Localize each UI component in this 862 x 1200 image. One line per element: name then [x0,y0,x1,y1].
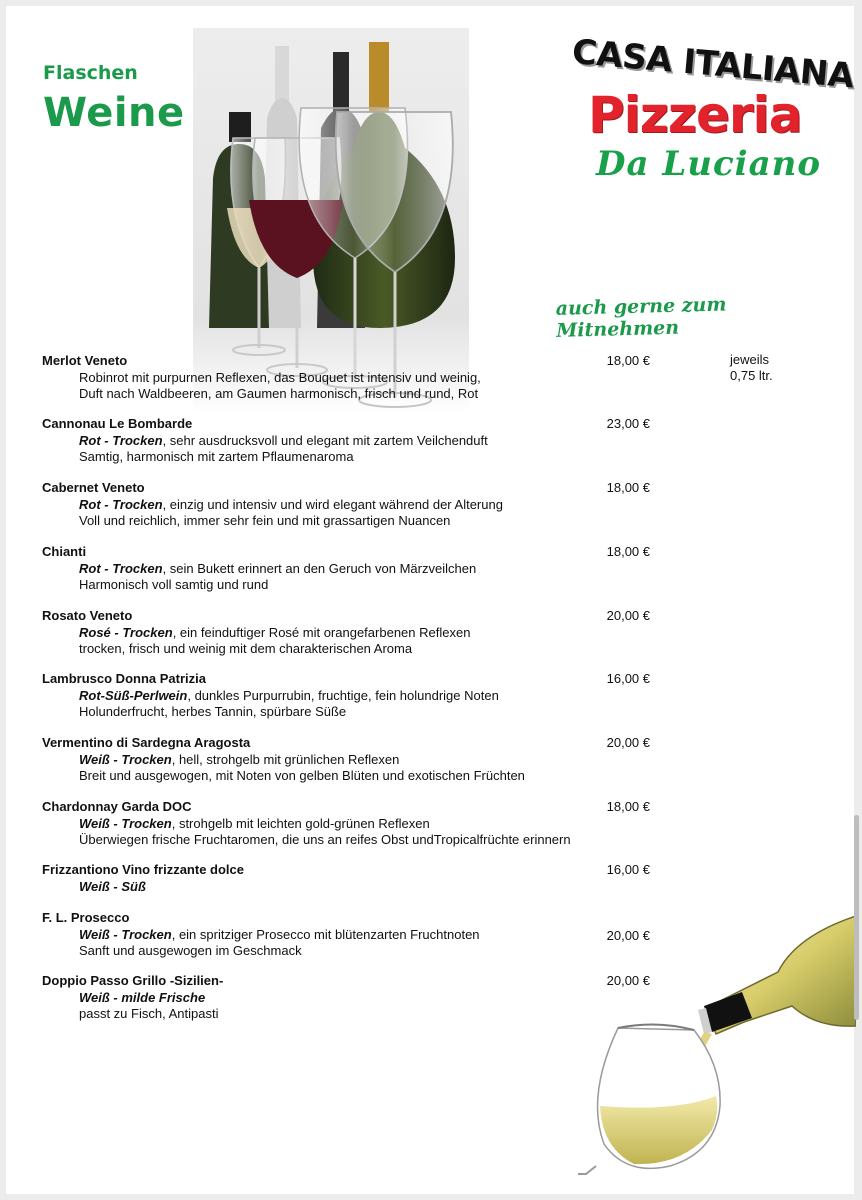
wine-price: 18,00 € [606,799,650,814]
wine-description: , strohgelb mit leichten gold-grünen Reflexen [171,816,430,831]
wine-style: Rot - Trocken [79,561,163,576]
wine-description: , hell, strohgelb mit grünlichen Reflexen [171,752,400,767]
wine-style: Rot - Trocken [79,433,163,448]
wine-style: Weiß - Trocken [79,752,172,767]
wine-price: 18,00 € [606,480,650,495]
wine-description: , sein Bukett erinnert an den Geruch von Märzveilchen [162,561,477,576]
wine-description: , einzig und intensiv und wird elegant während der Alterung [162,497,503,512]
wine-item [42,861,662,895]
wine-description-line-2: Samtig, harmonisch mit zartem Pflaumenaroma [79,449,354,464]
wine-item [42,734,662,784]
wine-item [42,798,662,848]
wine-price: 20,00 € [606,608,650,623]
wine-name: Cannonau Le Bombarde [42,416,193,431]
wine-description-line-2: Breit und ausgewogen, mit Noten von gelben Blüten und exotischen Früchten [79,768,525,783]
wine-item [42,543,662,593]
wine-item [42,670,662,720]
wine-description-line-2: Voll und reichlich, immer sehr fein und mit grassartigen Nuancen [79,513,451,528]
wine-description-line-2: Holunderfrucht, herbes Tannin, spürbare Süße [79,704,347,719]
wine-name: Merlot Veneto [42,353,128,368]
wine-description-line-1 [42,433,662,449]
wine-name: Frizzantiono Vino frizzante dolce [42,862,244,877]
wine-description-line-2: Duft nach Waldbeeren, am Gaumen harmonisch, frisch und rund, Rot [79,386,479,401]
takeaway-note: auch gerne zum Mitnehmen [555,293,727,342]
logo-da-luciano: Da Luciano [596,144,822,184]
wine-description-line-2: passt zu Fisch, Antipasti [79,1006,219,1021]
wine-style: Weiß - Trocken [79,816,172,831]
wine-price: 18,00 € [606,353,650,368]
pouring-wine-illustration [566,916,856,1176]
wine-description: , dunkles Purpurrubin, fruchtige, fein holundrige Noten [187,688,499,703]
wine-description-line-2: trocken, frisch und weinig mit dem charakterischen Aroma [79,641,413,656]
wine-description-line-1 [42,625,662,641]
bottle-size-line-2: 0,75 ltr. [730,368,773,383]
wine-description-line-1 [42,561,662,577]
wine-item [42,479,662,529]
wine-price: 16,00 € [606,862,650,877]
logo-pizzeria: Pizzeria [588,86,802,144]
wine-item [42,607,662,657]
restaurant-logo [566,26,856,196]
logo-casa-italiana: CASA ITALIANA [570,32,856,97]
wine-name: Cabernet Veneto [42,480,145,495]
wine-description: Robinrot mit purpurnen Reflexen, das Bouquet ist intensiv und weinig, [79,370,481,385]
wine-name: F. L. Prosecco [42,910,130,925]
wine-description-line-1 [42,370,662,386]
wine-style: Weiß - Trocken [79,927,172,942]
wine-name: Lambrusco Donna Patrizia [42,671,206,686]
wine-description-line-1 [42,752,662,768]
wine-name: Chianti [42,544,87,559]
wine-name: Chardonnay Garda DOC [42,799,192,814]
wine-name: Vermentino di Sardegna Aragosta [42,735,251,750]
wine-name: Doppio Passo Grillo -Sizilien- [42,973,224,988]
wine-style: Rot - Trocken [79,497,163,512]
menu-page [6,6,854,1194]
wine-item [42,352,662,402]
bottle-size-note [730,352,773,384]
wine-description-line-2: Harmonisch voll samtig und rund [79,577,269,592]
wine-price: 20,00 € [606,735,650,750]
wine-price: 20,00 € [606,928,650,943]
wine-price: 18,00 € [606,544,650,559]
wine-description-line-1 [42,688,662,704]
wine-item [42,415,662,465]
bottle-size-line-1: jeweils [730,352,770,367]
wine-name: Rosato Veneto [42,608,133,623]
wine-description: , ein spritziger Prosecco mit blütenzarten Fruchtnoten [171,927,480,942]
wine-style: Rot-Süß-Perlwein [79,688,188,703]
wine-style: Weiß - milde Frische [79,990,206,1005]
wine-style: Rosé - Trocken [79,625,173,640]
wine-description: , sehr ausdrucksvoll und elegant mit zartem Veilchenduft [162,433,488,448]
section-subtitle: Flaschen [43,62,138,84]
wine-price: 23,00 € [606,416,650,431]
wine-description-line-1 [42,497,662,513]
wine-description-line-1 [42,879,662,895]
scrollbar[interactable] [854,815,859,1020]
wine-style: Weiß - Süß [79,879,146,894]
wine-description: , ein feinduftiger Rosé mit orangefarbenen Reflexen [172,625,471,640]
wine-price: 20,00 € [606,973,650,988]
section-title: Weine [43,90,185,136]
wine-description-line-2: Überwiegen frische Fruchtaromen, die uns an reifes Obst undTropicalfrüchte erinnern [79,832,571,847]
wine-price: 16,00 € [606,671,650,686]
wine-description-line-2: Sanft und ausgewogen im Geschmack [79,943,302,958]
wine-description-line-1 [42,816,662,832]
